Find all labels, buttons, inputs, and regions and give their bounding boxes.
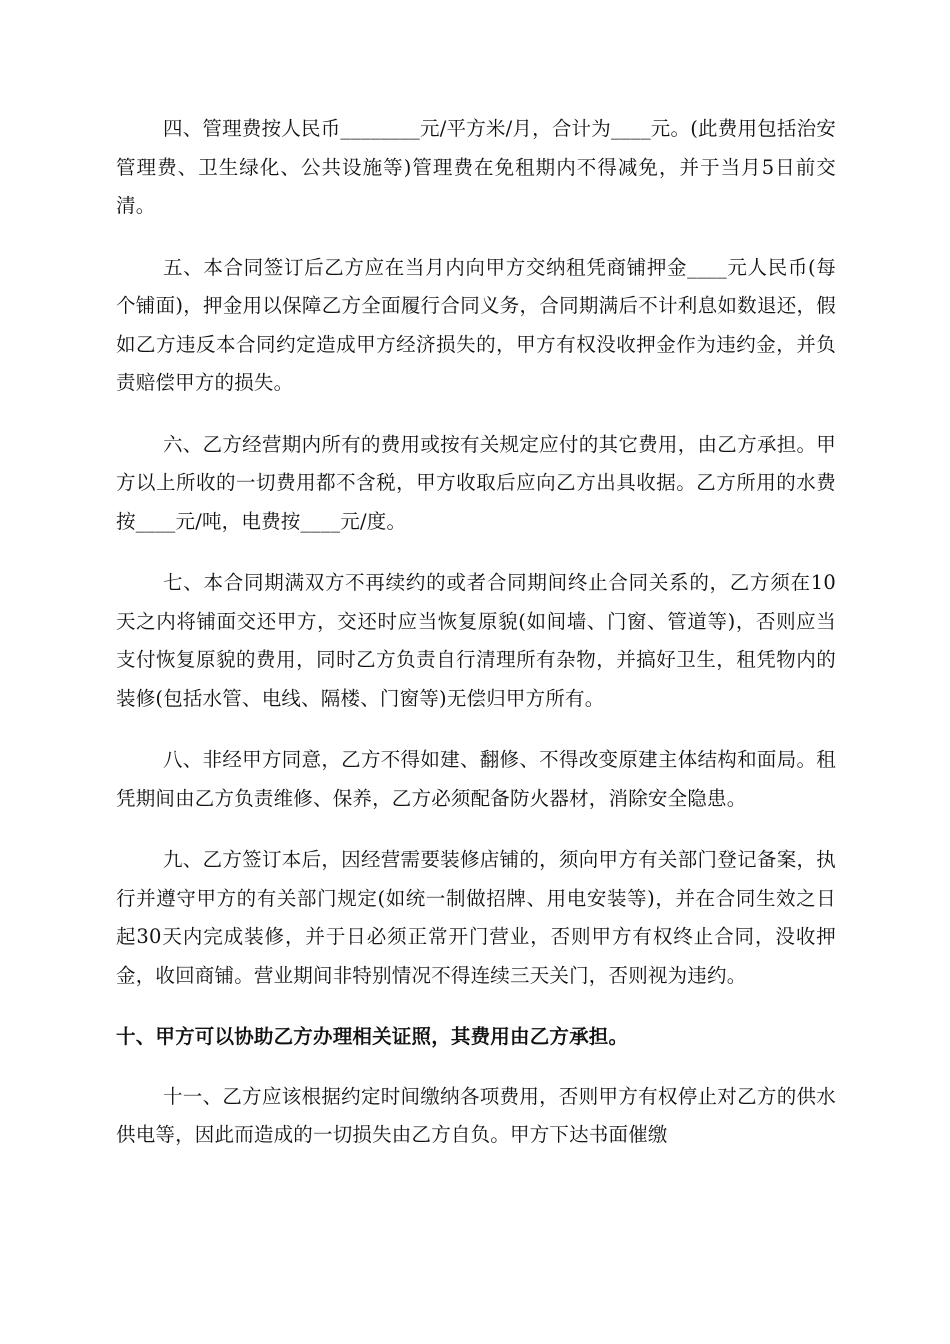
contract-body	[116, 110, 836, 1178]
clause-5-paragraph: 五、本合同签订后乙方应在当月内向甲方交纳租凭商铺押金____元人民币(每个铺面)，押金用以保障乙方全面履行合同义务，合同期满后不计利息如数退还，假如乙方违反本合同约定造成甲方经济损失的，甲方有权没收押金作为违约金，并负责赔偿甲方的损失。	[116, 255, 836, 394]
clause-9-paragraph: 九、乙方签订本后，因经营需要装修店铺的，须向甲方有关部门登记备案，执行并遵守甲方的有关部门规定(如统一制做招牌、用电安装等)，并在合同生效之日起30天内完成装修，并于日必须正常开门营业，否则甲方有权终止合同，没收押金，收回商铺。营业期间非特别情况不得连续三天关门，否则视为违约。	[116, 848, 836, 987]
clause-10-heading: 十、甲方可以协助乙方办理相关证照，其费用由乙方承担。	[116, 1025, 629, 1048]
clause-8-paragraph: 八、非经甲方同意，乙方不得如建、翻修、不得改变原建主体结构和面局。租凭期间由乙方负责维修、保养，乙方必须配备防火器材，消除安全隐患。	[116, 748, 836, 810]
clause-7-paragraph: 七、本合同期满双方不再续约的或者合同期间终止合同关系的，乙方须在10天之内将铺面交还甲方，交还时应当恢复原貌(如间墙、门窗、管道等)，否则应当支付恢复原貌的费用，同时乙方负责自行清理所有杂物，并搞好卫生，租凭物内的装修(包括水管、电线、隔楼、门窗等)无偿归甲方所有。	[116, 571, 836, 710]
clause-4-paragraph: 四、管理费按人民币________元/平方米/月，合计为____元。(此费用包括治安管理费、卫生绿化、公共设施等)管理费在免租期内不得减免，并于当月5日前交清。	[116, 117, 836, 217]
clause-6-paragraph: 六、乙方经营期内所有的费用或按有关规定应付的其它费用，由乙方承担。甲方以上所收的一切费用都不含税，甲方收取后应向乙方出具收据。乙方所用的水费按____元/吨，电费按____元/度。	[116, 432, 836, 533]
clause-11-paragraph: 十一、乙方应该根据约定时间缴纳各项费用，否则甲方有权停止对乙方的供水供电等，因此而造成的一切损失由乙方自负。甲方下达书面催缴	[116, 1084, 836, 1146]
